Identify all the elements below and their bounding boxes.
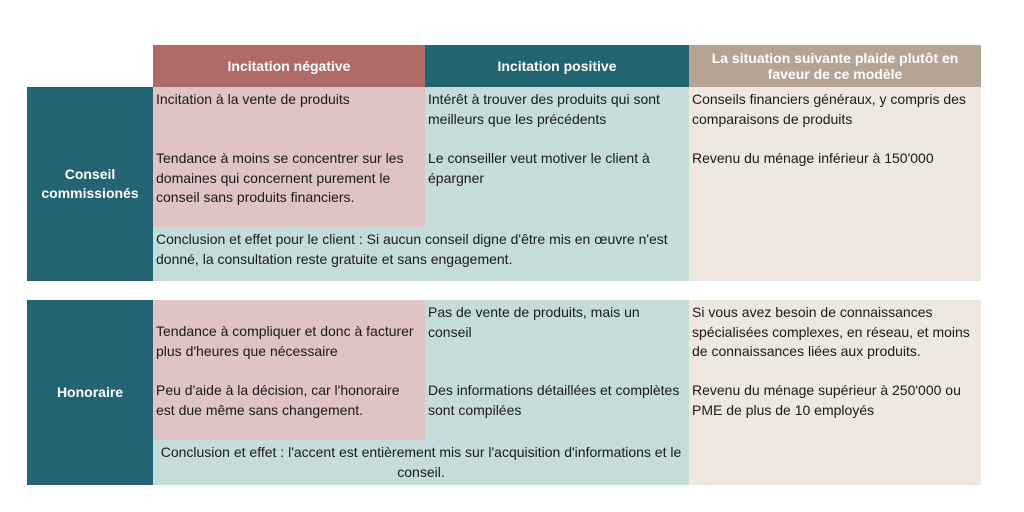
situation-text: Conseils financiers généraux, y compris des comparaisons de produits <box>692 91 966 127</box>
negative-text: Incitation à la vente de produits <box>156 91 350 107</box>
header-situation: La situation suivante plaide plutôt en faveur de ce modèle <box>689 45 981 87</box>
conclusion-text: Conclusion et effet pour le client : Si aucun conseil digne d'être mis en œuvre n'est donné, la consultation reste gratuite et sans engagement. <box>156 231 668 267</box>
negative-text: Tendance à moins se concentrer sur les domaines qui concernent purement le conseil sans produits financiers. <box>156 150 404 205</box>
header-positive: Incitation positive <box>425 45 689 87</box>
positive-text: Pas de vente de produits, mais un conseil <box>428 304 640 340</box>
positive-text: Des informations détaillées et complètes sont compilées <box>428 382 680 418</box>
positive-text: Intérêt à trouver des produits qui sont meilleurs que les précédents <box>428 91 660 127</box>
row-header-fee: Honoraire <box>27 300 153 485</box>
row-header-commission: Conseil commissionés <box>27 87 153 281</box>
conclusion-text: Conclusion et effet : l'accent est entièrement mis sur l'acquisition d'informations et le conseil. <box>160 444 682 480</box>
negative-text: Peu d'aide à la décision, car l'honoraire est due même sans changement. <box>156 382 400 418</box>
situation-text: Revenu du ménage inférieur à 150'000 <box>692 150 934 166</box>
negative-text: Tendance à compliquer et donc à facturer plus d'heures que nécessaire <box>156 323 414 359</box>
situation-text: Si vous avez besoin de connaissances spécialisées complexes, en réseau, et moins de connaissances liées aux produits. <box>692 304 970 359</box>
header-negative: Incitation négative <box>153 45 425 87</box>
positive-text: Le conseiller veut motiver le client à épargner <box>428 150 650 186</box>
situation-text: Revenu du ménage supérieur à 250'000 ou PME de plus de 10 employés <box>692 382 961 418</box>
